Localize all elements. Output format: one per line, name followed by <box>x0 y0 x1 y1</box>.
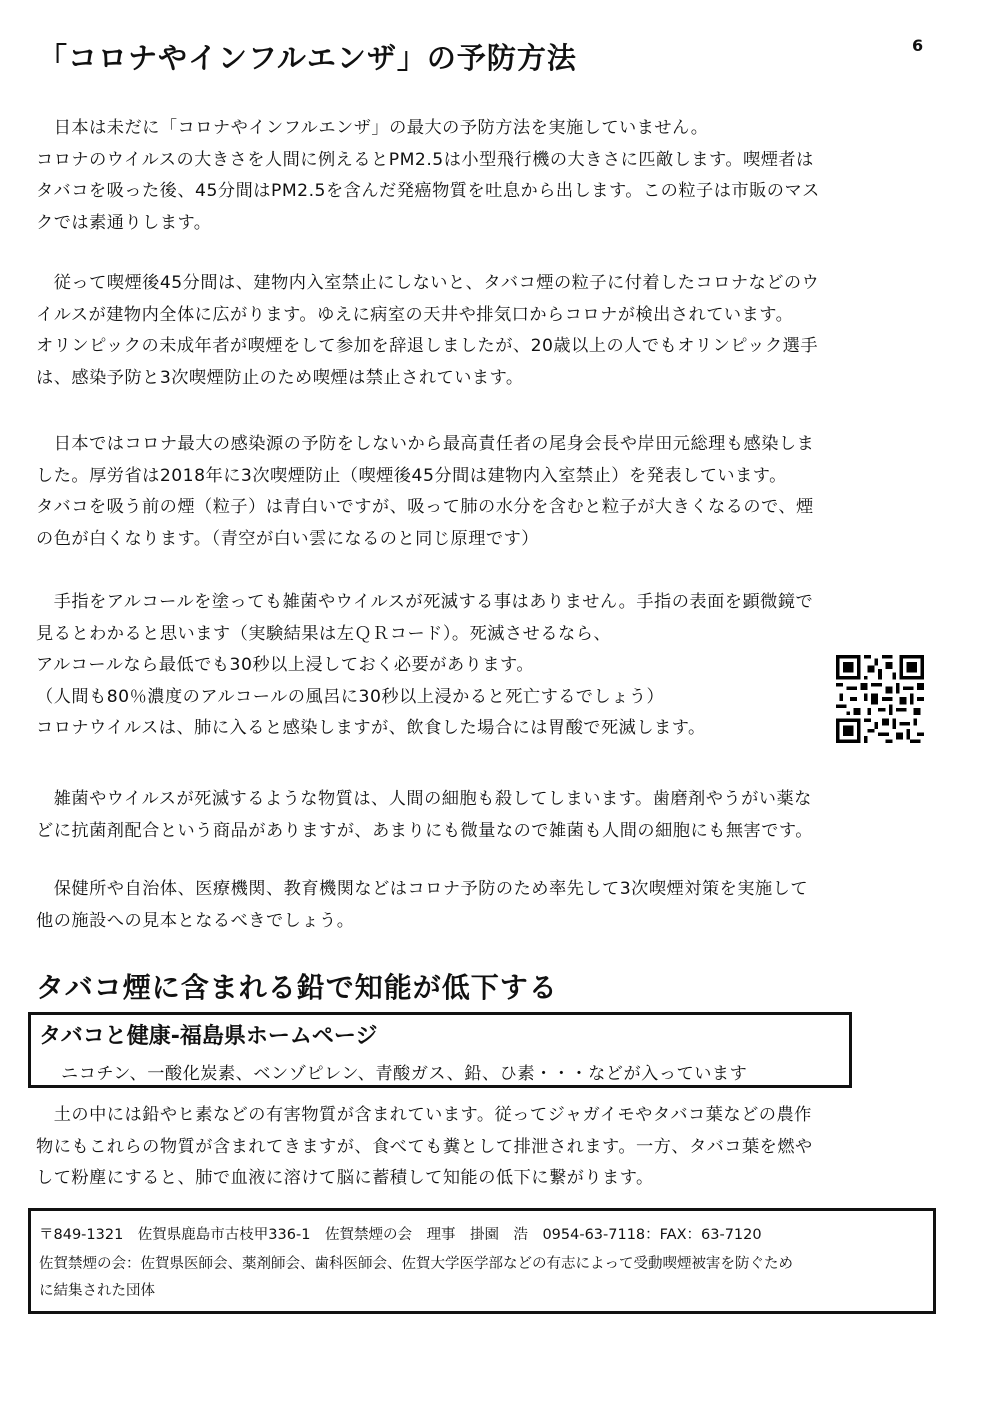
paragraph-line: 物にもこれらの物質が含まれてきますが、食べても糞として排泄されます。一方、タバコ葉を燃や <box>36 1136 813 1157</box>
paragraph-line: （人間も80％濃度のアルコールの風呂に30秒以上浸かると死亡するでしょう） <box>36 686 665 707</box>
paragraph-4 <box>36 587 936 745</box>
paragraph-line: 日本ではコロナ最大の感染源の予防をしないから最高責任者の尾身会長や岸田元総理も感染しま <box>36 434 815 454</box>
paragraph-6 <box>36 874 936 937</box>
paragraph-5 <box>36 784 936 847</box>
paragraph-line: どに抗菌剤配合という商品がありますが、あまりにも微量なので雑菌も人間の細胞にも無害です。 <box>36 820 813 841</box>
paragraph-line: 手指をアルコールを塗っても雑菌やウイルスが死滅する事はありません。手指の表面を顕微鏡で <box>36 592 814 612</box>
paragraph-line: して粉塵にすると、肺で血液に溶けて脳に蓄積して知能の低下に繋がります。 <box>36 1168 654 1188</box>
paragraph-line: タバコを吸った後、45分間はPM2.5を含んだ発癌物質を吐息から出します。この粒子は市販のマス <box>36 181 820 201</box>
paragraph-line: 日本は未だに「コロナやインフルエンザ」の最大の予防方法を実施していません。 <box>36 118 709 138</box>
paragraph-line: タバコを吸う前の煙（粒子）は青白いですが、吸って肺の水分を含むと粒子が大きくなるので、煙 <box>36 497 814 517</box>
section-title: タバコ煙に含まれる鉛で知能が低下する <box>36 971 558 1004</box>
paragraph-line: イルスが建物内全体に広がります。ゆえに病室の天井や排気口からコロナが検出されています。 <box>36 304 794 325</box>
paragraph-line: 雑菌やウイルスが死滅するような物質は、人間の細胞も殺してしまいます。歯磨剤やうがい薬な <box>36 789 812 809</box>
footer-address: 〒849-1321 佐賀県鹿島市古枝甲336-1 佐賀禁煙の会 理事 掛園 浩 0954-63-7118：FAX：63-7120 <box>39 1227 762 1243</box>
paragraph-line: 他の施設への見本となるべきでしょう。 <box>36 910 355 931</box>
paragraph-line: コロナウイルスは、肺に入ると感染しますが、飲食した場合には胃酸で死滅します。 <box>36 718 706 738</box>
paragraph-7 <box>36 1100 936 1195</box>
paragraph-line: オリンピックの未成年者が喫煙をして参加を辞退しましたが、20歳以上の人でもオリンピック選手 <box>36 336 819 356</box>
footer-contact-box <box>28 1208 936 1314</box>
qr-code[interactable] <box>834 655 926 743</box>
page-number: 6 <box>912 36 924 55</box>
paragraph-line: 従って喫煙後45分間は、建物内入室禁止にしないと、タバコ煙の粒子に付着したコロナなどのウ <box>36 273 820 293</box>
paragraph-line: クでは素通りします。 <box>36 212 212 233</box>
paragraph-2 <box>36 268 936 394</box>
paragraph-3 <box>36 429 936 555</box>
page-title: 「コロナやインフルエンザ」の予防方法 <box>38 41 577 75</box>
source-box-title: タバコと健康-福島県ホームページ <box>39 1024 378 1049</box>
paragraph-line: アルコールなら最低でも30秒以上浸しておく必要があります。 <box>36 655 535 675</box>
source-box <box>28 1012 852 1088</box>
paragraph-line: 土の中には鉛やヒ素などの有害物質が含まれています。従ってジャガイモやタバコ葉などの農作 <box>36 1105 812 1125</box>
paragraph-1 <box>36 113 936 239</box>
paragraph-line: の色が白くなります。（青空が白い雲になるのと同じ原理です） <box>36 528 539 549</box>
paragraph-line: した。厚労省は2018年に3次喫煙防止（喫煙後45分間は建物内入室禁止）を発表しています。 <box>36 465 787 486</box>
paragraph-line: 保健所や自治体、医療機関、教育機関などはコロナ予防のため率先して3次喫煙対策を実施して <box>36 879 809 899</box>
paragraph-line: は、感染予防と3次喫煙防止のため喫煙は禁止されています。 <box>36 367 524 388</box>
source-box-body: ニコチン、一酸化炭素、ベンゾピレン、青酸ガス、鉛、ひ素・・・などが入っています <box>61 1064 748 1084</box>
paragraph-line: 見るとわかると思います（実験結果は左ＱＲコード）。死滅させるなら、 <box>36 623 612 644</box>
paragraph-line: コロナのウイルスの大きさを人間に例えるとPM2.5は小型飛行機の大きさに匹敵します。喫煙者は <box>36 149 814 170</box>
footer-description: 佐賀禁煙の会：佐賀県医師会、薬剤師会、歯科医師会、佐賀大学医学部などの有志によって受動喫煙被害を防ぐため <box>39 1256 793 1272</box>
footer-description-cont: に結集された団体 <box>39 1283 155 1299</box>
